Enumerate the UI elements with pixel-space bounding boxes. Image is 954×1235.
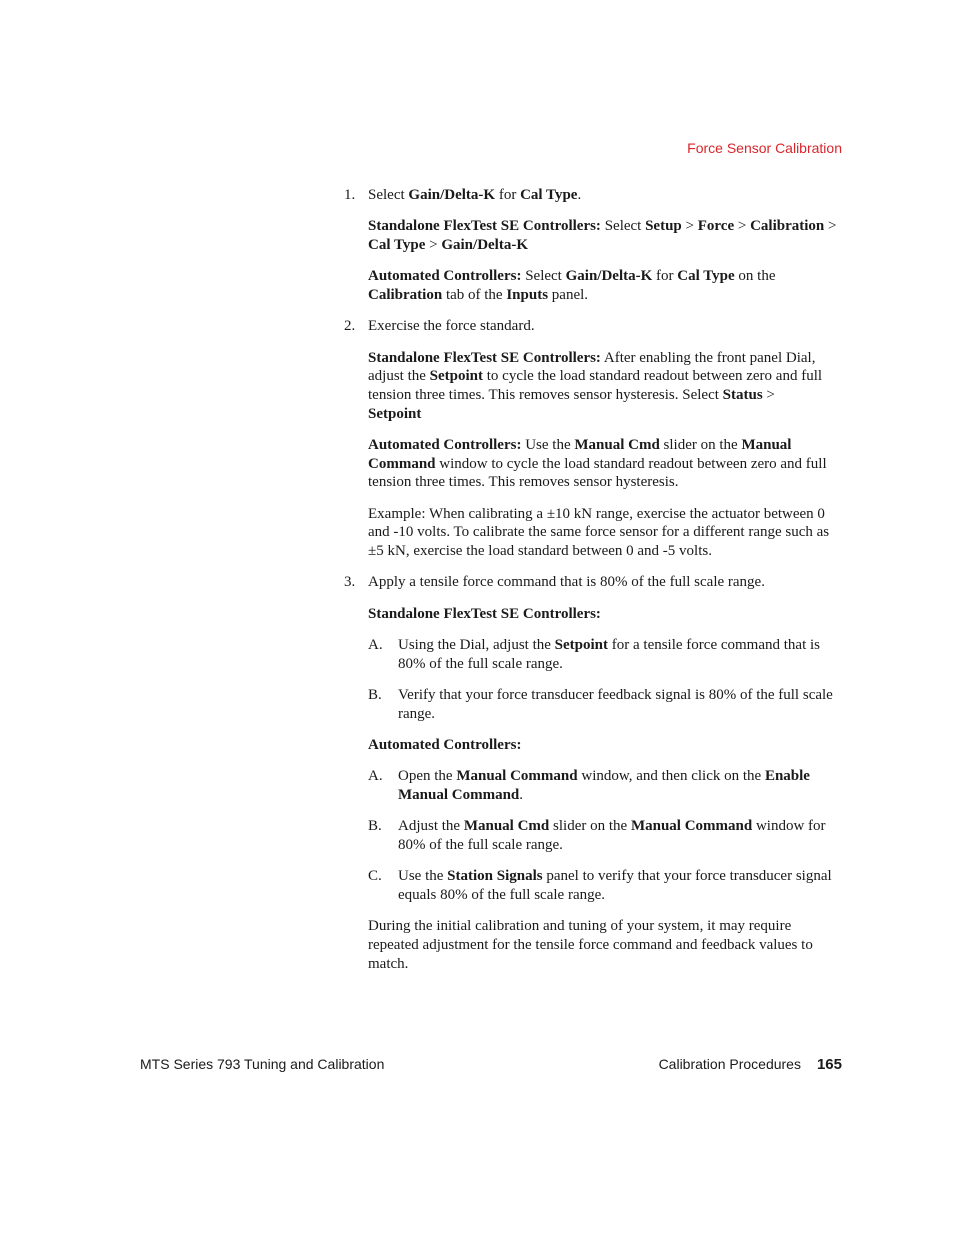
- bold-run: Gain/Delta-K: [408, 187, 496, 203]
- text-run: Open the: [398, 768, 457, 785]
- text-run: Select: [368, 187, 409, 203]
- bold-run: Force: [697, 218, 735, 235]
- substep-letter: C.: [368, 868, 382, 885]
- step-2: [344, 317, 844, 336]
- bold-run: Cal Type: [368, 237, 426, 253]
- substep-auto-b: [368, 817, 844, 854]
- step-text: Apply a tensile force command that is 80% of the full scale range.: [368, 574, 765, 591]
- running-header: Force Sensor Calibration: [687, 140, 842, 156]
- step-2-standalone: [368, 349, 844, 424]
- bold-run: Enable Manual Command: [398, 768, 810, 803]
- text-run: panel.: [548, 287, 589, 303]
- step-text: [368, 186, 844, 205]
- step-3-automated-heading: [368, 736, 844, 755]
- text-run: panel to verify that your force transducer signal equals 80% of the full scale range.: [398, 868, 832, 903]
- bold-run: Calibration: [368, 287, 443, 303]
- text-run: slider on the: [549, 818, 631, 835]
- bold-run: Manual Cmd: [574, 437, 660, 453]
- text-run: Using the Dial, adjust the: [398, 637, 555, 653]
- bold-run: Inputs: [506, 287, 549, 303]
- text-run: Adjust the: [398, 818, 464, 835]
- text-run: slider on the: [659, 437, 742, 453]
- text-run: >: [762, 387, 775, 403]
- substep-auto-c: [368, 867, 844, 904]
- substep-letter: A.: [368, 637, 383, 653]
- step-number: 2.: [344, 318, 356, 335]
- bold-run: Setpoint: [429, 368, 483, 385]
- text-run: >: [824, 218, 837, 235]
- bold-run: Setpoint: [368, 405, 422, 422]
- step-1-automated: [368, 267, 844, 304]
- text-run: for a tensile force command that is 80% of the full scale range.: [398, 637, 821, 672]
- text-run: .: [519, 787, 524, 803]
- text-run: tab of the: [442, 287, 507, 303]
- step-3-standalone-heading: [368, 605, 844, 624]
- bold-run: Manual Command: [456, 768, 578, 785]
- substep-text: Verify that your force transducer feedback signal is 80% of the full scale range.: [398, 687, 833, 722]
- page-number: 165: [816, 1056, 842, 1073]
- page-body: [344, 186, 844, 986]
- substep-letter: B.: [368, 687, 382, 703]
- bold-run: Automated Controllers:: [368, 268, 522, 285]
- text-run: for: [495, 187, 521, 203]
- text-run: Select: [600, 218, 646, 235]
- bold-run: Calibration: [750, 218, 825, 235]
- substep-auto-a: [368, 767, 844, 804]
- bold-run: Setup: [645, 218, 682, 235]
- substep-text: [398, 636, 844, 673]
- text-run: >: [681, 218, 698, 235]
- text-run: Select: [521, 268, 566, 285]
- text-run: Use the: [521, 437, 575, 453]
- bold-run: Station Signals: [447, 868, 543, 885]
- step-number: 1.: [344, 187, 356, 203]
- text-run: >: [734, 218, 751, 235]
- text-run: window, and then click on the: [577, 768, 765, 785]
- bold-run: Automated Controllers:: [368, 437, 522, 453]
- bold-run: Standalone FlexTest SE Controllers:: [368, 605, 601, 622]
- bold-run: Status: [722, 387, 763, 403]
- text-run: window to cycle the load standard readout between zero and full tension three times. This removes sensor hysteresis.: [368, 455, 827, 491]
- step-1-standalone: [368, 217, 844, 254]
- bold-run: Manual Command: [368, 437, 792, 472]
- footer-doc-title: MTS Series 793 Tuning and Calibration: [140, 1056, 385, 1072]
- text-run: for: [652, 268, 678, 285]
- text-run: on the: [734, 268, 776, 285]
- substep-text: [398, 867, 844, 904]
- substep-letter: B.: [368, 818, 382, 835]
- bold-run: Gain/Delta-K: [441, 237, 529, 253]
- step-number: 3.: [344, 574, 356, 591]
- text-run: After enabling the front panel Dial, adjust the: [368, 349, 816, 385]
- closing-paragraph: During the initial calibration and tuning of your system, it may require repeated adjustment for the tensile force command and feedback values to match.: [368, 918, 813, 972]
- text-run: window for 80% of the full scale range.: [398, 818, 826, 853]
- substep-text: [398, 817, 844, 854]
- substep-text: [398, 767, 844, 804]
- step-2-automated: [368, 436, 844, 492]
- bold-run: Manual Cmd: [463, 818, 550, 835]
- substep-se-a: [368, 636, 844, 673]
- text-run: Use the: [398, 868, 448, 885]
- bold-run: Manual Command: [630, 818, 753, 835]
- bold-run: Gain/Delta-K: [565, 268, 653, 285]
- substep-letter: A.: [368, 768, 383, 785]
- bold-run: Automated Controllers:: [368, 737, 522, 753]
- bold-run: Standalone FlexTest SE Controllers:: [368, 218, 601, 235]
- footer-chapter: Calibration Procedures: [658, 1056, 801, 1072]
- step-1: [344, 186, 844, 205]
- text-run: to cycle the load standard readout between zero and full tension three times. This removes sensor hysteresis. Select: [368, 368, 823, 403]
- step-3: [344, 573, 844, 592]
- text-run: >: [425, 237, 442, 253]
- text-run: .: [577, 187, 582, 203]
- step-2-example: Example: When calibrating a ±10 kN range, exercise the actuator between 0 and -10 volts. To calibrate the same force sensor for a different range such as ±5 kN, exercise the load standard between 0 and -5 volts.: [368, 505, 830, 560]
- bold-run: Cal Type: [520, 187, 578, 203]
- bold-run: Cal Type: [677, 268, 735, 285]
- substep-se-b: [368, 686, 844, 723]
- footer-right: [659, 1056, 842, 1073]
- bold-run: Standalone FlexTest SE Controllers:: [368, 349, 601, 366]
- step-text: Exercise the force standard.: [368, 318, 535, 335]
- bold-run: Setpoint: [554, 637, 608, 653]
